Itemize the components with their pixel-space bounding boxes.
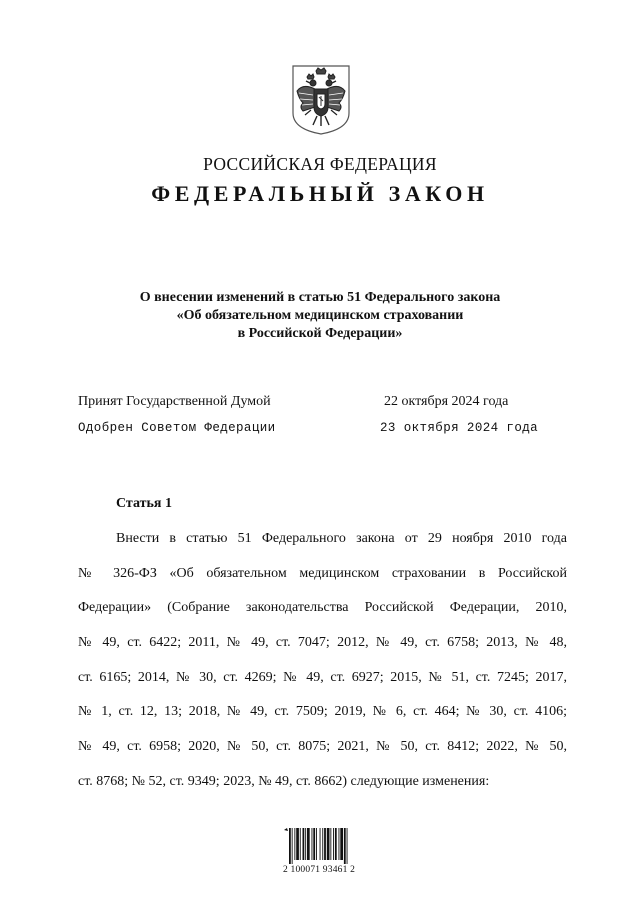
law-title: [0, 289, 640, 343]
body-line: № 49, ст. 6958; 2020, № 50, ст. 8075; 2021, № 50, ст. 8412; 2022, № 50,: [78, 739, 567, 754]
adoption-duma: [78, 394, 548, 410]
body-line: № 326-ФЗ «Об обязательном медицинском страховании в Российской: [78, 566, 567, 581]
adoption-date: 23 октября 2024 года: [380, 421, 539, 435]
law-title-line: «Об обязательном медицинском страховании: [176, 308, 464, 323]
body-line: № 49, ст. 6422; 2011, № 49, ст. 7047; 2012, № 49, ст. 6758; 2013, № 48,: [78, 635, 567, 650]
body-line: Федерации» (Собрание законодательства Российской Федерации, 2010,: [78, 600, 567, 615]
adoption-label: Принят Государственной Думой: [78, 394, 271, 409]
body-line: Внести в статью 51 Федерального закона от 29 ноября 2010 года: [116, 531, 567, 546]
adoption-date: 22 октября 2024 года: [384, 394, 509, 409]
coat-of-arms-icon: [289, 63, 353, 137]
country-heading: РОССИЙСКАЯ ФЕДЕРАЦИЯ: [203, 154, 437, 174]
article-heading: Статья 1: [116, 496, 172, 511]
body-line: № 1, ст. 12, 13; 2018, № 49, ст. 7509; 2019, № 6, ст. 464; № 30, ст. 4106;: [78, 704, 567, 719]
law-title-line: в Российской Федерации»: [237, 326, 403, 341]
barcode-number: 2 100071 93461 2: [283, 865, 356, 875]
body-line: ст. 6165; 2014, № 30, ст. 4269; № 49, ст. 6927; 2015, № 51, ст. 7245; 2017,: [78, 670, 567, 685]
body-line: ст. 8768; № 52, ст. 9349; 2023, № 49, ст. 8662) следующие изменения:: [78, 774, 490, 789]
law-type-heading: ФЕДЕРАЛЬНЫЙ ЗАКОН: [151, 181, 489, 206]
law-title-line: О внесении изменений в статью 51 Федерального закона: [139, 290, 501, 305]
adoption-federation-council: [78, 421, 548, 435]
adoption-label: Одобрен Советом Федерации: [78, 421, 276, 435]
